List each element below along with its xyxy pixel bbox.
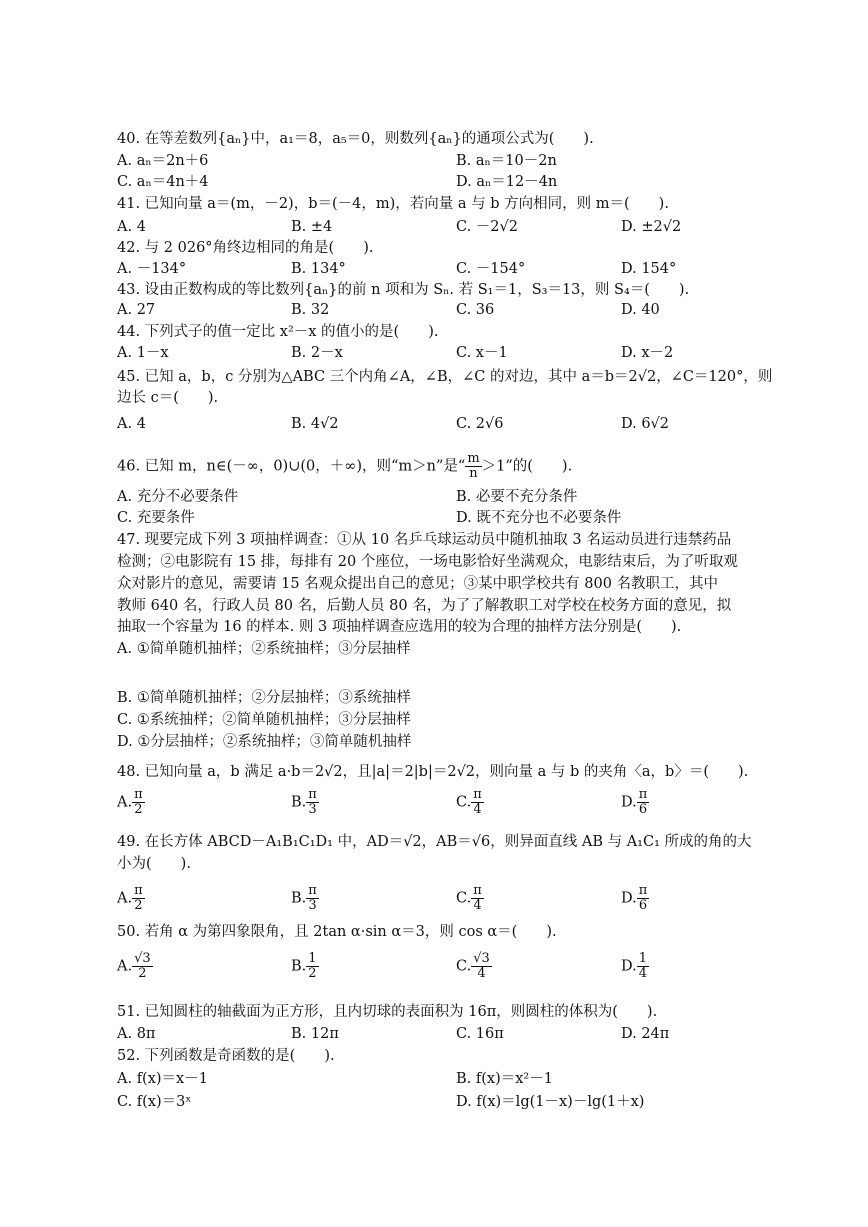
question-42-option-c: C. －154° [456, 261, 526, 277]
option-fraction [306, 788, 319, 817]
fraction-denominator: 6 [638, 802, 648, 817]
option-label: D. [621, 890, 637, 907]
option-fraction [471, 952, 492, 981]
question-47-option-d: D. ①分层抽样；②系统抽样；③简单随机抽样 [117, 734, 412, 750]
fraction-denominator: 2 [138, 966, 147, 981]
question-47-stem-line-1: 47. 现要完成下列 3 项抽样调查：①从 10 名乒乓球运动员中随机抽取 3 名运动员进行违禁药品 [117, 532, 732, 548]
question-46-stem [117, 452, 572, 481]
question-40-option-d: D. aₙ＝12－4n [456, 174, 558, 190]
question-44-option-b: B. 2－x [291, 345, 343, 361]
question-49-stem-continued: 小为( ). [117, 856, 191, 872]
question-43-option-d: D. 40 [621, 302, 660, 318]
option-label: A. [117, 794, 133, 811]
option-fraction [132, 952, 153, 981]
question-50-option-a [117, 952, 153, 981]
option-label: C. [456, 794, 472, 811]
fraction-numerator: π [473, 883, 482, 898]
question-50-option-c [456, 952, 492, 981]
question-45-stem-continued: 边长 c＝( ). [117, 390, 219, 406]
question-48-option-b [291, 788, 319, 817]
option-fraction [471, 884, 484, 913]
fraction-denominator: 3 [308, 802, 317, 817]
question-46-option-a: A. 充分不必要条件 [117, 489, 239, 505]
question-41-option-c: C. －2√2 [456, 219, 518, 235]
question-46-fraction [465, 452, 481, 481]
question-47-option-c: C. ①系统抽样；②简单随机抽样；③分层抽样 [117, 712, 411, 728]
question-46-option-c: C. 充要条件 [117, 510, 195, 526]
option-fraction [637, 952, 649, 981]
question-51-option-a: A. 8π [117, 1026, 156, 1042]
fraction-numerator: √3 [473, 951, 490, 966]
question-46-option-d: D. 既不充分也不必要条件 [456, 510, 622, 526]
fraction-denominator: 6 [638, 898, 648, 913]
option-label: C. [456, 958, 472, 975]
question-51-option-d: D. 24π [621, 1026, 670, 1042]
option-label: C. [456, 890, 472, 907]
option-fraction [132, 788, 145, 817]
option-fraction [306, 952, 318, 981]
question-47-stem-line-5: 抽取一个容量为 16 的样本. 则 3 项抽样调查应选用的较为合理的抽样方法分别是( ). [117, 619, 682, 635]
option-label: D. [621, 958, 637, 975]
question-40-option-a: A. aₙ＝2n＋6 [117, 153, 209, 169]
fraction-denominator: 4 [638, 966, 647, 981]
question-45-option-a: A. 4 [117, 416, 146, 432]
fraction-numerator: π [638, 883, 648, 898]
question-42-option-b: B. 134° [291, 261, 346, 277]
fraction-numerator: π [134, 787, 143, 802]
question-50-option-b [291, 952, 319, 981]
question-46-option-b: B. 必要不充分条件 [456, 489, 578, 505]
question-40-stem: 40. 在等差数列{aₙ}中，a₁＝8，a₅＝0，则数列{aₙ}的通项公式为( ). [117, 131, 594, 147]
option-label: A. [117, 958, 133, 975]
question-52-option-a: A. f(x)＝x－1 [117, 1071, 208, 1087]
question-51-option-b: B. 12π [291, 1026, 339, 1042]
question-49-option-d [621, 884, 649, 913]
fraction-numerator: π [308, 883, 317, 898]
question-52-option-c: C. f(x)＝3ˣ [117, 1094, 192, 1110]
question-45-option-d: D. 6√2 [621, 416, 670, 432]
question-43-stem: 43. 设由正数构成的等比数列{aₙ}的前 n 项和为 Sₙ. 若 S₁＝1，S₃＝13，则 S₄＝( ). [117, 282, 690, 298]
question-42-option-a: A. －134° [117, 261, 187, 277]
question-41-option-b: B. ±4 [291, 219, 333, 235]
question-41-option-a: A. 4 [117, 219, 146, 235]
option-label: B. [291, 890, 307, 907]
option-label: D. [621, 794, 637, 811]
question-44-stem: 44. 下列式子的值一定比 x²－x 的值小的是( ). [117, 324, 439, 340]
fraction-numerator: √3 [134, 951, 151, 966]
question-47-stem-line-4: 教师 640 名，行政人员 80 名，后勤人员 80 名，为了了解教职工对学校在校务方面的意见，拟 [117, 598, 732, 614]
question-51-stem: 51. 已知圆柱的轴截面为正方形，且内切球的表面积为 16π，则圆柱的体积为( ). [117, 1004, 658, 1020]
question-43-option-c: C. 36 [456, 302, 495, 318]
fraction-denominator: 3 [308, 898, 317, 913]
question-52-stem: 52. 下列函数是奇函数的是( ). [117, 1048, 335, 1064]
fraction-denominator: 2 [134, 898, 143, 913]
question-49-option-c [456, 884, 484, 913]
question-43-option-b: B. 32 [291, 302, 330, 318]
question-50-option-d [621, 952, 649, 981]
question-47-option-a: A. ①简单随机抽样；②系统抽样；③分层抽样 [117, 641, 411, 657]
question-41-stem: 41. 已知向量 a＝(m，－2)，b＝(－4，m)，若向量 a 与 b 方向相同，则 m＝( ). [117, 196, 669, 212]
question-43-option-a: A. 27 [117, 302, 156, 318]
fraction-numerator: 1 [308, 951, 317, 966]
fraction-numerator: m [467, 451, 480, 466]
fraction-denominator: 2 [308, 966, 317, 981]
option-fraction [637, 788, 650, 817]
option-fraction [306, 884, 319, 913]
question-51-option-c: C. 16π [456, 1026, 504, 1042]
option-fraction [471, 788, 484, 817]
question-44-option-a: A. 1－x [117, 345, 169, 361]
question-44-option-c: C. x－1 [456, 345, 508, 361]
question-42-option-d: D. 154° [621, 261, 677, 277]
question-52-option-d: D. f(x)＝lg(1－x)－lg(1＋x) [456, 1094, 645, 1110]
question-49-stem: 49. 在长方体 ABCD－A₁B₁C₁D₁ 中，AD＝√2，AB＝√6，则异面直线 AB 与 A₁C₁ 所成的角的大 [117, 834, 752, 850]
option-label: A. [117, 890, 133, 907]
option-fraction [132, 884, 145, 913]
fraction-denominator: 4 [473, 802, 482, 817]
question-45-stem: 45. 已知 a，b，c 分别为△ABC 三个内角∠A，∠B，∠C 的对边，其中 a＝b＝2√2，∠C＝120°，则 [117, 369, 773, 385]
question-48-option-d [621, 788, 649, 817]
question-50-stem: 50. 若角 α 为第四象限角，且 2tan α·sin α＝3，则 cos α＝( ). [117, 924, 557, 940]
fraction-denominator: n [469, 466, 478, 481]
question-41-option-d: D. ±2√2 [621, 219, 682, 235]
fraction-numerator: π [473, 787, 482, 802]
question-40-option-b: B. aₙ＝10－2n [456, 153, 557, 169]
fraction-denominator: 2 [134, 802, 143, 817]
fraction-numerator: 1 [638, 951, 647, 966]
question-47-stem-line-2: 检测；②电影院有 15 排，每排有 20 个座位，一场电影恰好坐满观众，电影结束后，为了听取观 [117, 554, 738, 570]
fraction-numerator: π [134, 883, 143, 898]
fraction-denominator: 4 [477, 966, 486, 981]
option-label: B. [291, 794, 307, 811]
question-47-option-b: B. ①简单随机抽样；②分层抽样；③系统抽样 [117, 690, 411, 706]
question-42-stem: 42. 与 2 026°角终边相同的角是( ). [117, 240, 374, 256]
option-label: B. [291, 958, 307, 975]
question-48-stem: 48. 已知向量 a，b 满足 a·b＝2√2，且|a|＝2|b|＝2√2，则向量 a 与 b 的夹角〈a，b〉＝( ). [117, 764, 749, 780]
question-45-option-b: B. 4√2 [291, 416, 339, 432]
question-40-option-c: C. aₙ＝4n＋4 [117, 174, 209, 190]
fraction-numerator: π [638, 787, 648, 802]
fraction-numerator: π [308, 787, 317, 802]
question-48-option-c [456, 788, 484, 817]
question-49-option-b [291, 884, 319, 913]
question-46-stem-part2: ＞1”的( ). [481, 458, 573, 475]
question-44-option-d: D. x－2 [621, 345, 674, 361]
question-52-option-b: B. f(x)＝x²－1 [456, 1071, 553, 1087]
question-45-option-c: C. 2√6 [456, 416, 504, 432]
question-46-stem-part1: 46. 已知 m，n∈(－∞，0)∪(0，＋∞)，则“m＞n”是“ [117, 458, 466, 475]
question-49-option-a [117, 884, 145, 913]
option-fraction [637, 884, 650, 913]
question-48-option-a [117, 788, 145, 817]
fraction-denominator: 4 [473, 898, 482, 913]
question-47-stem-line-3: 众对影片的意见，需要请 15 名观众提出自己的意见；③某中职学校共有 800 名教职工，其中 [117, 576, 719, 592]
